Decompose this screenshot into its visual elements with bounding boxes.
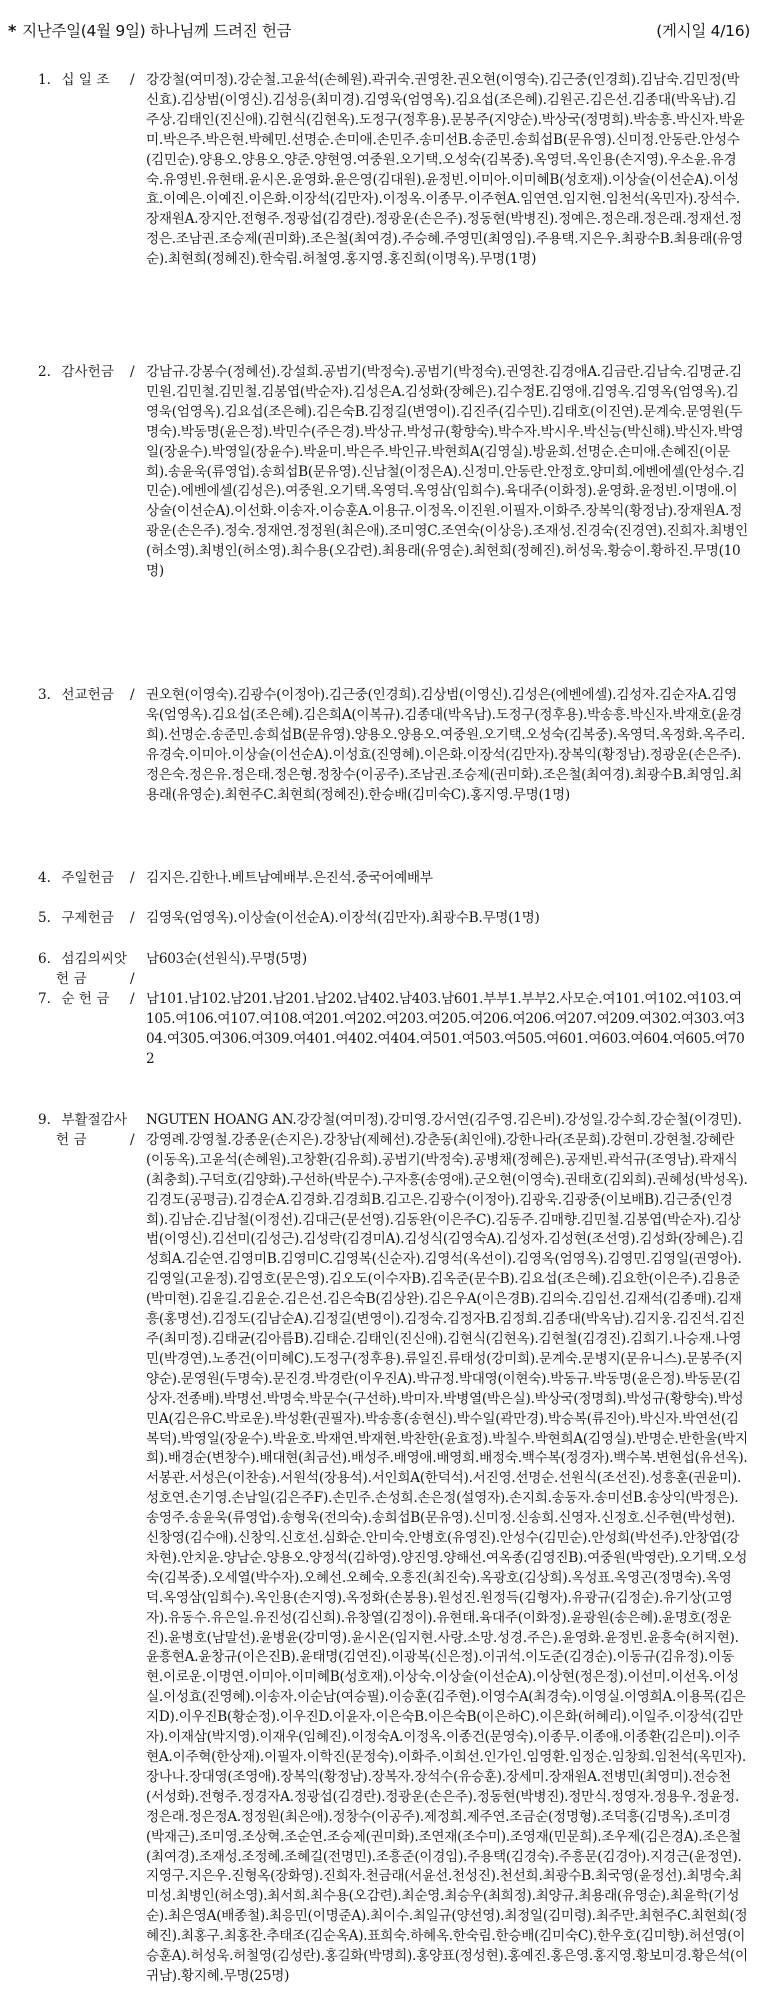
donor-list: 강남규.강봉수(정혜선).강설희.공범기(박정숙).공범기(박정숙).권영찬.김경애A.김금란.김남숙.김명균.김민원.김민철.김민철.김봉엽(박순자).김성은A.김성화(장혜은).김수정E.김영애.김영옥.김영옥(엄영옥).김영욱(엄영옥).김요섭(조은혜).김은숙B.김정길(변영이).김진주(김수민).김태호(이진연).문계숙.문영원(두명숙).박동명(윤은정).박민수(주은경).박상규.박성규(황향숙).박수자.박시우.박신능(박신해).박신자.박영일(장윤수).박영일(장윤수).박윤미.박은주.박인규.박현희A(김영실).방윤희.선명순.손미애.손혜진(이문희).송윤욱(류영업).송희섭B(문유영).신남철(이정은A).신정미.안동란.안정호.양미희.에벤에셀(안성수.김민순).에벤에셀(김성은).여중원.오기택.옥영덕.옥영삼(임희수).육대주(이화정).윤영화.윤정빈.이명애.이상술(이선순A).이선화.이송자.이승훈A.이용규.이정옥.이진원.이필자.이화주.장복익(황정남).장재원A.정광운(손은주).정숙.정재연.정정원(최은애).조미영C.조연숙(이상응).조재성.진경숙(진경연).진희자.최병인(허소영).최병인(허소영).최수용(오감련).최용래(유영순).최현희(정혜진).허성욱.황승이.황하진.무명(10명) (146, 364, 748, 580)
section-separator: / (130, 72, 135, 88)
header-title-group (8, 19, 291, 41)
section-title-line2: 헌 금 (56, 1131, 87, 1148)
section-number: 9. (38, 1112, 51, 1128)
section-title: 순 헌 금 (61, 991, 110, 1007)
section-separator: / (130, 364, 135, 380)
section-separator: / (130, 870, 135, 886)
section-title: 주일헌금 (61, 870, 114, 886)
section-label (38, 869, 138, 889)
bullet-icon: * (8, 20, 17, 40)
section-label (38, 363, 138, 383)
section-separator: / (130, 687, 135, 703)
section-number: 7. (38, 991, 51, 1007)
section-number: 3. (38, 687, 51, 703)
page-title: 지난주일(4월 9일) 하나님께 드려진 헌금 (22, 22, 292, 40)
section-title: 선교헌금 (61, 687, 114, 703)
donor-list: 강강철(여미정).강순철.고윤석(손혜원).곽귀숙.권영찬.권오현(이영숙).김근중(인경희).김남숙.김민정(박신효).김상범(이영신).김성응(최미경).김영욱(엄영옥).김요섭(조은혜).김원곤.김은선.김종대(박옥남).김주상.김태인(진신애).김현식(김현옥).도정구(정후용).문봉주(지양순).박상국(정명희).박송흥.박신자.박윤미.박은주.박은현.박혜민.선명순.손미애.손민주.송미선B.송준민.송희섭B(문유영).신미정.안동란.안성수(김민순).양용오.양용오.양준.양현영.여중원.오기택.오성숙(김복중).옥영덕.옥인용(손지영).우소윤.유경숙.유영빈.유현태.윤시온.윤영화.윤은영(김대원).윤정빈.이미아.이미혜B(성호재).이상술(이선순A).이성효.이예은.이예진.이은화.이장석(김만자).이정옥.이종무.이주현A.임연연.임지현.임천석(옥민자).장석수.장재원A.장지안.전형주.정광섭(김경란).정광운(손은주).정동현(박병진).정예은.정은래.정은래.정재선.정정은.조남권.조승제(권미화).조은철(최여경).주승혜.주영민(최영임).주용택.지은우.최광수B.최용래(유영순).최현희(정혜진).한숙림.허철영.홍지영.홍진희(이명옥).무명(1명) (146, 72, 745, 268)
donor-list: 권오현(이영숙).김광수(이정아).김근중(인경희).김상범(이영신).김성은(에벤에셀).김성자.김순자A.김영욱(엄영옥).김요섭(조은혜).김은희A(이복규).김종대(박옥남).도정구(정후용).박송흥.박신자.박재호(윤경희).선명순.송준민.송희섭B(문유영).양용오.양용오.여중원.오기택.오성숙(김복중).옥영덕.옥정화.옥주리.유경숙.이미아.이상술(이선순A).이성효(진영혜).이은화.이장석(김만자).장복익(황정남).정광운(손은주).정은숙.정은유.정은태.정은형.정창수(이공주).조남권.조승제(권미화).조은철(최여경).최광수B.최영임.최용래(유영순).최현주C.최현희(정혜진).한승배(김미숙C).홍지영.무명(1명) (146, 687, 746, 803)
section-number: 2. (38, 364, 51, 380)
donor-list: 김영욱(엄영옥).이상술(이선순A).이장석(김만자).최광수B.무명(1명) (146, 910, 540, 926)
donor-list: 남603순(선원식).무명(5명) (146, 951, 307, 967)
section-number: 5. (38, 910, 51, 926)
page-header (8, 18, 750, 42)
section-separator: / (130, 910, 135, 926)
section-label (38, 990, 138, 1010)
section-label (38, 1111, 138, 1131)
donor-list: NGUTEN HOANG AN.강강철(여미정).강미영.강서연(김주영.김은비).강성일.강수희.강순철(이경민).강영례.강영철.강종운(손지은).강창남(제혜선).강춘동(최인애).강한나라(조문희).강현미.강현철.강혜란(이동옥).고윤석(손혜원).고창환(김유희).공범기(박정숙).공병채(정혜은).공재빈.곽석규(조영남).곽재식(최충희).구덕호(김양화).구선하(박문수).구자흥(송영애).군오현(이영숙).권태호(김외희).권혜성(박성옥).김경도(공평금).김경순A.김경화.김경희B.김고은.김광수(이정아).김광욱.김광중(이보배B).김근중(인경희).김남순.김남철(이정선).김대근(문선영).김동완(이은주C).김동주.김매향.김민철.김봉엽(박순자).김상범(이영신).김선미(김성근).김성락(김경미A).김성식(김영숙A).김성자.김성현(조선영).김성화(장혜은).김성희A.김순연.김영미B.김영미C.김영복(신순자).김영석(옥선이).김영옥(엄영옥).김영민.김영일(권영아).김영일(고윤정).김영호(문은영).김오도(이수자B).김옥준(문수B).김요섭(조은혜).김요한(이은주).김용준(박미현).김윤길.김윤순.김은선.김은숙B(김상완).김은우A(이은경B).김의숙.김임선.김재석(김종매).김재흥(홍명선).김정도(김남순A).김정길(변영이).김정숙.김정자B.김정희.김종대(박옥남).김지웅.김진석.김진주(최미정).김태균(김아름B).김태순.김태인(진신애).김현식(김현옥).김현철(김경진).김희기.나승재.나영민(박경연).노종건(이미혜C).도정구(정후용).류일진.류태성(강미희).문계숙.문병지(문유니스).문봉주(지양순).문영원(두명숙).문진경.박경란(이우진A).박규정.박대영(이현숙).박동규.박동명(윤은정).박동문(김상자.전종배).박명선.박명숙.박문수(구선하).박미자.박병열(박은실).박상국(정명희).박성규(황향숙).박성민A(김은유C.박로운).박성환(권필자).박송흥(송현신).박수일(곽만경).박승복(류진아).박신자.박연선(김복덕).박영일(장윤수).박윤호.박재연.박재현.박찬한(윤효정).박칠수.박현희A(김영실).반명순.반한울(박지희).배경순(변창수).배대현(최금선).배성주.배영애.배영희.배정숙.백수복(정경자).백수복.변현섭(유선옥).서봉관.서성은(이찬송).서원석(장용석).서인희A(한덕석).서진영.선명순.선원식(조선진).성흥훈(권윤미).성호연.손기영.손남일(김은주F).손민주.손성희.손은정(설영자).손지희.송동자.송미선B.송상익(박정은).송영주.송윤욱(류영업).송형욱(전의숙).송희섭B(문유영).신미정.신송희.신영자.신정호.신주현(박성현).신창영(김수애).신창익.신호선.심화순.안미숙.안병호(유영진).안성수(김민순).안성희(박선주).안창엽(강차현).안치윤.양남순.양용오.양정석(김하영).양진영.양해선.여옥종(김영진B).여중원(박영란).오기택.오성숙(김복중).오세열(박수자).오혜선.오혜숙.오흥진(최진숙).옥광호(김상희).옥성표.옥영곤(정명숙).옥영덕.옥영삼(임희수).옥인용(손지영).옥정화(손봉용).원성진.원정득(김형자).유광규(김정순).유기상(고영자).유동수.유은일.유진성(김신희).유창열(김정이).유현태.육대주(이화정).윤광원(송은혜).윤명호(정운진).윤병호(남말선).윤병윤(강미영).윤시온(임지현.사랑.소망.성경.주은).윤영화.윤정빈.윤흥숙(허지현).윤흥현A.윤창규(이은진B).윤태명(김연진).이광복(신은정).이귀석.이도준(김경순).이동규(김유정).이동현.이로운.이명연.이미아.이미혜B(성호재).이상숙.이상술(이선순A).이상현(정은정).이선미.이선옥.이성실.이성효(진영혜).이송자.이순남(여승필).이승훈(김주현).이영수A(최경숙).이영실.이영희A.이용목(김은지D).이우진B(황순정).이우진D.이윤자.이은숙B.이은숙B(이은하C).이은화(허혜리).이일주.이장석(김만자).이재삼(박지영).이재우(임혜진).이정숙A.이정옥.이종건(문영숙).이종무.이종애.이종환(김은미).이주현A.이주혁(한상재).이필자.이학진(문정숙).이화주.이희선.인가인.임영환.임정순.임창희.임천석(옥민자).장나나.장대영(조영애).장복익(황정남).장복자.장석수(유승훈).장세미.장재원A.전병민(최영미).전승천(서성화).전형주.정경자A.정광섭(김경란).정광운(손은주).정동현(박병진).정만식.정영자.정용우.정윤정.정은래.정은정A.정정원(최은애).정창수(이공주).제정희.제주연.조금순(정명형).조덕흥(김명옥).조미경(박재근).조미영.조상혁.조순연.조승제(권미화).조연재(조수미).조영재(민문희).조우제(김은경A).조은철(최여경).조재성.조정혜.조혜길(전명민).조흥준(이경임).주용택(김경숙).주흥문(김경아).지경근(윤정연).지영구.지은우.진형옥(장화영).진희자.천금래(서윤선.천성진).천선희.최광수B.최국영(윤정선).최명숙.최미성.최병인(허소영).최서희.최수용(오감련).최순영.최승우(최희정).최양규.최용래(유영순).최윤학(기성순).최은영A(배종철).최응민(이명준A).최이수.최일규(양선영).최정일(김미령).최주만.최현주C.최현희(정혜진).최홍구.최홍찬.추태조(김순옥A).표희숙.하혜옥.한숙림.한승배(김미숙C).한우호(김미향).허선영(이승훈A).허성욱.허철영(김성란).홍길화(박명희).홍양표(정성현).홍예진.홍은영.홍지영.황보미경.황은석(이귀남).황지혜.무명(25명) (146, 1112, 748, 1984)
section-label (38, 909, 138, 929)
section-title: 감사헌금 (61, 364, 114, 380)
section-title: 부활절감사 (61, 1112, 127, 1128)
section-label (38, 71, 138, 91)
section-number: 4. (38, 870, 51, 886)
section-title: 십 일 조 (61, 72, 110, 88)
posting-date: (게시일 4/16) (656, 22, 750, 40)
section-separator: / (130, 970, 135, 987)
section-number: 6. (38, 951, 51, 967)
section-number: 1. (38, 72, 51, 88)
section-title: 섬김의씨앗 (61, 951, 127, 967)
section-title: 구제헌금 (61, 910, 114, 926)
section-separator: / (130, 991, 135, 1007)
section-label (38, 950, 138, 970)
section-title-line2: 헌 금 (56, 970, 87, 987)
section-separator: / (130, 1131, 135, 1148)
section-label (38, 686, 138, 706)
donor-list: 김지은.김한나.베트남예배부.은진석.중국어예배부 (146, 870, 433, 886)
donor-list: 남101.남102.남201.남201.남202.남402.남403.남601.부부1.부부2.사모순.여101.여102.여103.여105.여106.여107.여108.여201.여202.여203.여205.여206.여206.여207.여209.여302.여303.여304.여305.여306.여309.여401.여402.여404.여501.여503.여505.여601.여603.여604.여605.여702 (146, 991, 745, 1067)
